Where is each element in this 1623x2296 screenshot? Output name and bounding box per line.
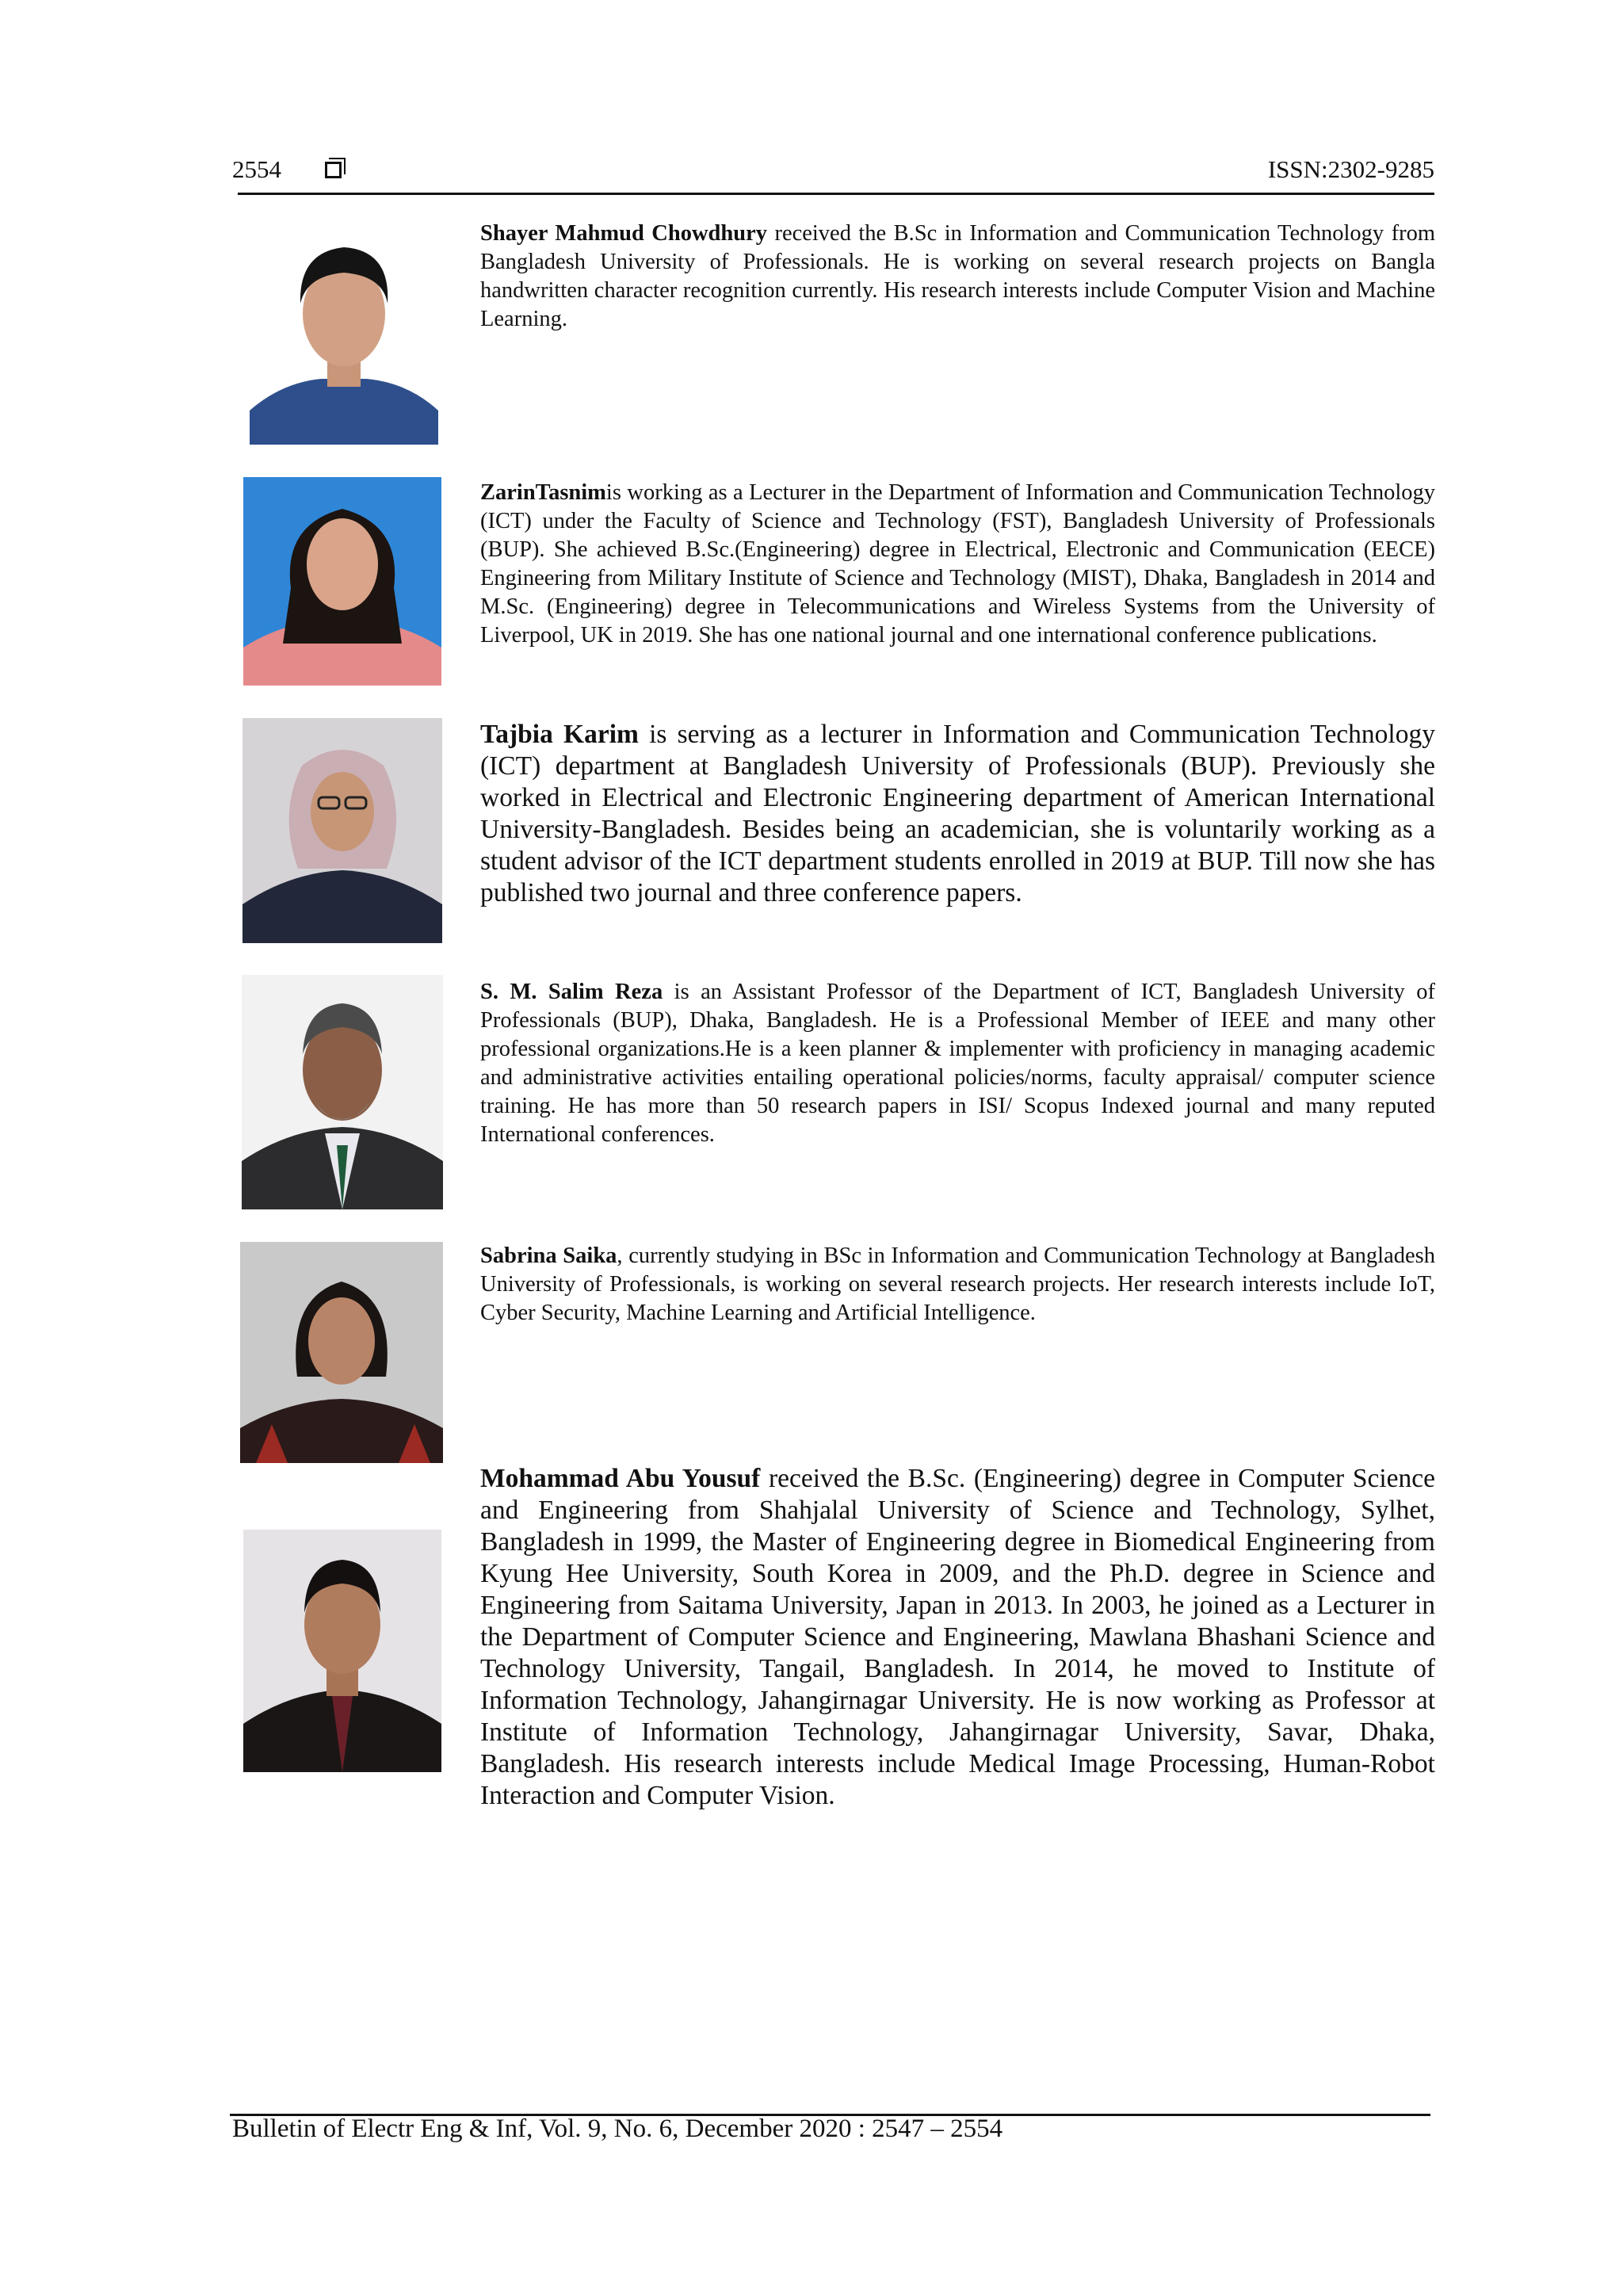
author-name: ZarinTasnim — [480, 480, 606, 505]
bio-text: received the B.Sc. (Engineering) degree in Computer Science and Engineering from Shahjalal University of Science and Technology, Sylhet, Bangladesh in 1999, the Master of Engineering degree in Biomedical Engineering from Kyung Hee University, South Korea in 2009, and the Ph.D. degree in Science and Engineering from Saitama University, Japan in 2013. In 2003, he joined as a Lecturer in the Department of Computer Science and Engineering, Mawlana Bhashani Science and Technology University, Tangail, Bangladesh. In 2014, he moved to Institute of Information Technology, Jahangirnagar University. He is now working as Professor at Institute of Information Technology, Jahangirnagar University, Savar, Dhaka, Bangladesh. His research interests include Medical Image Processing, Human-Robot Interaction and Computer Vision. — [480, 1464, 1435, 1810]
bio-text: received the B.Sc in Information and Communication Technology from Bangladesh University of Professionals. He is working on several research projects on Bangla handwritten character recognition currently. His research interests include Computer Vision and Machine Learning. — [480, 221, 1435, 331]
author-photo-3 — [242, 718, 442, 943]
author-photo-4 — [242, 975, 443, 1209]
author-bio-1 — [480, 220, 1435, 334]
author-photo-1 — [250, 220, 438, 445]
author-name: Mohammad Abu Yousuf — [480, 1464, 761, 1493]
page-number: 2554 — [232, 155, 281, 183]
bio-text: is working as a Lecturer in the Department of Information and Communication Technology (ICT) under the Faculty of Science and Technology (FST), Bangladesh University of Professionals (BUP). She achieved B.Sc.(Engineering) degree in Electrical, Electronic and Communication (EECE) Engineering from Military Institute of Science and Technology (MIST), Dhaka, Bangladesh in 2014 and M.Sc. (Engineering) degree in Telecommunications and Wireless Systems from the University of Liverpool, UK in 2019. She has one national journal and one international conference publications. — [480, 480, 1435, 648]
author-bio-5 — [480, 1242, 1435, 1328]
author-name: Shayer Mahmud Chowdhury — [480, 221, 768, 246]
author-bio-4 — [480, 978, 1435, 1149]
author-bio-6 — [480, 1463, 1435, 1812]
bio-text: , currently studying in BSc in Information and Communication Technology at Bangladesh University of Professionals, is working on several research projects. Her research interests include IoT, Cyber Security, Machine Learning and Artificial Intelligence. — [480, 1244, 1435, 1325]
square-bullet-icon — [325, 162, 342, 178]
author-name: Tajbia Karim — [480, 720, 639, 749]
bio-text: is serving as a lecturer in Information and Communication Technology (ICT) department at Bangladesh University of Professionals (BUP). Previously she worked in Electrical and Electronic Engineering department of American International University-Bangladesh. Besides being an academician, she is voluntarily working as a student advisor of the ICT department students enrolled in 2019 at BUP. Till now she has published two journal and three conference papers. — [480, 720, 1435, 907]
author-photo-6 — [243, 1530, 441, 1772]
author-name: S. M. Salim Reza — [480, 980, 663, 1004]
bio-text: is an Assistant Professor of the Department of ICT, Bangladesh University of Professionals (BUP), Dhaka, Bangladesh. He is a Professional Member of IEEE and many other professional organizations.He is a keen planner & implementer with proficiency in managing academic and administrative activities entailing operational policies/norms, faculty appraisal/ computer science training. He has more than 50 research papers in ISI/ Scopus Indexed journal and many reputed International conferences. — [480, 980, 1435, 1147]
author-bio-3 — [480, 719, 1435, 909]
author-photo-2 — [243, 477, 441, 686]
header-rule — [238, 193, 1434, 195]
issn: ISSN:2302-9285 — [1267, 155, 1434, 183]
footer-citation: Bulletin of Electr Eng & Inf, Vol. 9, No. 6, December 2020 : 2547 – 2554 — [232, 2115, 1003, 2143]
author-name: Sabrina Saika — [480, 1244, 617, 1268]
author-photo-5 — [240, 1242, 443, 1463]
author-bio-2 — [480, 479, 1435, 650]
